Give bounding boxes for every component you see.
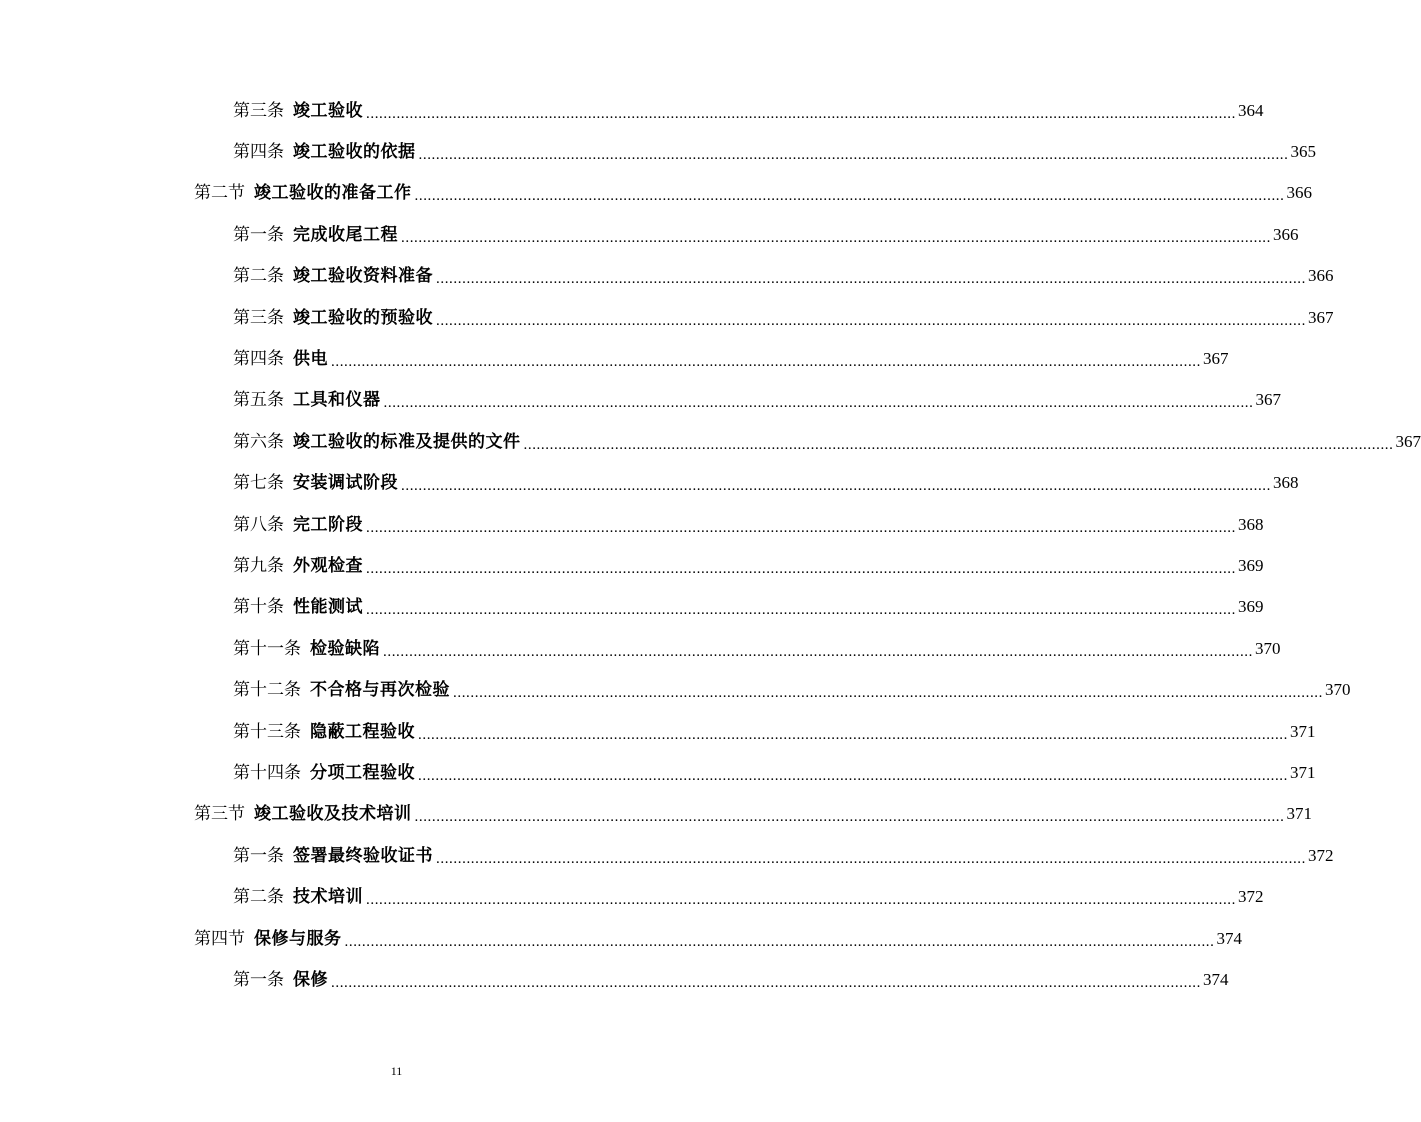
toc-entry-number: 第三条 — [233, 100, 284, 121]
toc-entry-title: 竣工验收的预验收 — [293, 307, 433, 328]
toc-entry-number: 第四条 — [233, 349, 284, 370]
toc-entry[interactable] — [0, 421, 1421, 462]
toc-entry[interactable] — [0, 959, 1229, 1000]
toc-entry-page: 370 — [1255, 638, 1281, 658]
toc-dot-leader: ........................................................................................................................................................................................................ — [366, 105, 1236, 122]
toc-dot-leader: ........................................................................................................................................................................................................ — [418, 147, 1289, 164]
toc-entry-page: 366 — [1286, 183, 1312, 203]
toc-section-entry[interactable] — [0, 918, 1242, 959]
toc-entry-number: 第八条 — [233, 514, 284, 535]
toc-entry-number: 第三条 — [233, 307, 284, 328]
toc-entry-page: 371 — [1286, 804, 1312, 824]
toc-entry-title: 保修 — [293, 969, 328, 990]
table-of-contents — [0, 90, 1421, 1001]
toc-entry-title: 完工阶段 — [293, 514, 363, 535]
toc-entry-page: 367 — [1395, 431, 1421, 451]
toc-entry[interactable] — [0, 90, 1264, 131]
toc-entry-title: 签署最终验收证书 — [293, 845, 433, 866]
toc-entry-number: 第二条 — [233, 887, 284, 908]
toc-dot-leader: ........................................................................................................................................................................................................ — [383, 643, 1253, 660]
toc-entry-page: 369 — [1238, 597, 1264, 617]
toc-entry-number: 第十条 — [233, 597, 284, 618]
toc-entry-number: 第一条 — [233, 969, 284, 990]
toc-dot-leader: ........................................................................................................................................................................................................ — [418, 726, 1288, 743]
page-number: 11 — [390, 1064, 403, 1078]
toc-entry[interactable] — [0, 338, 1229, 379]
toc-entry-number: 第三节 — [194, 804, 245, 825]
toc-dot-leader: ........................................................................................................................................................................................................ — [366, 560, 1236, 577]
toc-entry-title: 竣工验收 — [293, 100, 363, 121]
toc-dot-leader: ........................................................................................................................................................................................................ — [401, 229, 1271, 246]
toc-dot-leader: ........................................................................................................................................................................................................ — [366, 602, 1236, 619]
toc-entry-number: 第七条 — [233, 473, 284, 494]
toc-dot-leader: ........................................................................................................................................................................................................ — [344, 933, 1215, 950]
toc-entry-title: 性能测试 — [293, 597, 363, 618]
toc-entry[interactable] — [0, 711, 1316, 752]
toc-entry-page: 365 — [1290, 142, 1316, 162]
toc-entry-page: 364 — [1238, 100, 1264, 120]
toc-entry-title: 供电 — [293, 349, 328, 370]
toc-entry[interactable] — [0, 131, 1316, 172]
toc-entry-number: 第九条 — [233, 555, 284, 576]
toc-entry[interactable] — [0, 835, 1334, 876]
toc-entry-page: 367 — [1255, 390, 1281, 410]
toc-dot-leader: ........................................................................................................................................................................................................ — [418, 767, 1288, 784]
toc-dot-leader: ........................................................................................................................................................................................................ — [453, 685, 1323, 702]
toc-entry-title: 竣工验收及技术培训 — [254, 804, 412, 825]
toc-entry-title: 隐蔽工程验收 — [310, 721, 415, 742]
toc-entry[interactable] — [0, 545, 1264, 586]
toc-entry[interactable] — [0, 256, 1334, 297]
toc-entry-title: 竣工验收的依据 — [293, 142, 416, 163]
toc-entry-number: 第十四条 — [233, 762, 301, 783]
toc-entry-page: 366 — [1273, 224, 1299, 244]
toc-entry-number: 第一条 — [233, 224, 284, 245]
toc-entry-title: 安装调试阶段 — [293, 473, 398, 494]
toc-entry[interactable] — [0, 463, 1299, 504]
toc-entry[interactable] — [0, 504, 1264, 545]
toc-entry-number: 第十三条 — [233, 721, 301, 742]
toc-entry[interactable] — [0, 669, 1351, 710]
toc-dot-leader: ........................................................................................................................................................................................................ — [331, 974, 1201, 991]
toc-entry[interactable] — [0, 628, 1281, 669]
toc-entry-number: 第二条 — [233, 266, 284, 287]
toc-entry[interactable] — [0, 587, 1264, 628]
toc-entry-page: 372 — [1308, 845, 1334, 865]
toc-entry-number: 第二节 — [194, 183, 245, 204]
toc-entry[interactable] — [0, 752, 1316, 793]
toc-entry-title: 工具和仪器 — [293, 390, 381, 411]
toc-entry-page: 371 — [1290, 721, 1316, 741]
toc-entry-title: 技术培训 — [293, 887, 363, 908]
toc-entry-page: 371 — [1290, 762, 1316, 782]
toc-entry[interactable] — [0, 214, 1299, 255]
toc-entry-page: 368 — [1238, 514, 1264, 534]
toc-entry-page: 367 — [1203, 349, 1229, 369]
toc-entry-title: 完成收尾工程 — [293, 224, 398, 245]
toc-entry-title: 保修与服务 — [254, 928, 342, 949]
toc-dot-leader: ........................................................................................................................................................................................................ — [523, 436, 1394, 453]
toc-entry-page: 370 — [1325, 680, 1351, 700]
toc-dot-leader: ........................................................................................................................................................................................................ — [366, 519, 1236, 536]
toc-dot-leader: ........................................................................................................................................................................................................ — [436, 271, 1306, 288]
toc-entry-page: 372 — [1238, 887, 1264, 907]
toc-entry-title: 竣工验收的标准及提供的文件 — [293, 431, 521, 452]
toc-entry-number: 第五条 — [233, 390, 284, 411]
toc-dot-leader: ........................................................................................................................................................................................................ — [366, 892, 1236, 909]
toc-entry-page: 374 — [1216, 928, 1242, 948]
toc-dot-leader: ........................................................................................................................................................................................................ — [414, 188, 1285, 205]
toc-entry-title: 分项工程验收 — [310, 762, 415, 783]
toc-entry-title: 竣工验收的准备工作 — [254, 183, 412, 204]
toc-dot-leader: ........................................................................................................................................................................................................ — [401, 478, 1271, 495]
toc-section-entry[interactable] — [0, 794, 1312, 835]
toc-entry-number: 第十一条 — [233, 638, 301, 659]
toc-dot-leader: ........................................................................................................................................................................................................ — [436, 312, 1306, 329]
toc-entry-title: 竣工验收资料准备 — [293, 266, 433, 287]
toc-entry-page: 368 — [1273, 473, 1299, 493]
toc-entry-number: 第六条 — [233, 431, 284, 452]
toc-entry[interactable] — [0, 297, 1334, 338]
toc-entry-number: 第一条 — [233, 845, 284, 866]
toc-dot-leader: ........................................................................................................................................................................................................ — [383, 395, 1254, 412]
toc-entry-number: 第四条 — [233, 142, 284, 163]
toc-entry-title: 外观检查 — [293, 555, 363, 576]
toc-entry-page: 374 — [1203, 969, 1229, 989]
toc-entry-page: 366 — [1308, 266, 1334, 286]
toc-entry-title: 不合格与再次检验 — [310, 680, 450, 701]
toc-section-entry[interactable] — [0, 173, 1312, 214]
toc-dot-leader: ........................................................................................................................................................................................................ — [331, 354, 1201, 371]
toc-entry-title: 检验缺陷 — [310, 638, 380, 659]
toc-entry[interactable] — [0, 876, 1264, 917]
toc-entry-number: 第十二条 — [233, 680, 301, 701]
toc-entry[interactable] — [0, 380, 1281, 421]
toc-entry-number: 第四节 — [194, 928, 245, 949]
toc-dot-leader: ........................................................................................................................................................................................................ — [436, 850, 1306, 867]
toc-entry-page: 369 — [1238, 555, 1264, 575]
toc-dot-leader: ........................................................................................................................................................................................................ — [414, 809, 1285, 826]
toc-entry-page: 367 — [1308, 307, 1334, 327]
